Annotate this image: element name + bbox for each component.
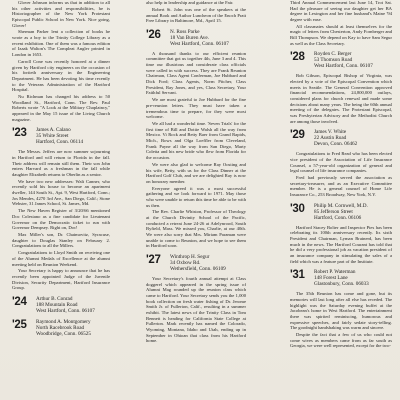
- secretary-city: Glastonbury, Conn. 06033: [314, 281, 369, 288]
- paragraph: All classmates should at least themselves for the magic of letters from Chesterton, Andy Fornberger and Bill Thompson. We depend on Kay to have Sam Segur as well as the Class Secretary.: [290, 23, 392, 46]
- paragraph: Everyone agreed it was a most successful gathering and we look forward to 1971. May those who were unable to return this time be able to be with us then.: [146, 185, 246, 208]
- class-entry-25: [12, 319, 110, 337]
- secretary-city: West Hartford, Conn. 06107: [314, 63, 373, 70]
- class-entry-23: [12, 127, 110, 145]
- class-year: '27: [146, 254, 161, 267]
- class-secretary-address: [314, 203, 368, 221]
- paragraph: We were also glad to welcome Ray Oosting and his wife, Betty, with us for the Class Dinner at the Hartford Golf Club, and we are delighted Ray is now on honorary member.: [146, 161, 246, 184]
- secretary-name: Philip M. Cornwell, M.D.: [314, 202, 368, 209]
- class-entry-28: [290, 51, 392, 69]
- class-year: '23: [12, 127, 27, 140]
- class-secretary-address: [314, 129, 357, 147]
- paragraph: The Messrs. Jeffers are now summer sojourning in Hartford and will return to Florida in the fall. Their address will remain still them. Their son John enters Harvard as a freshman in the fall while daughter Elizabeth returns to Oberlin as a senior.: [12, 149, 110, 177]
- secretary-city: West Hartford, Conn. 06107: [170, 40, 229, 47]
- paragraph: Robert St. John was one of the speakers at the annual Book and Author Luncheon of the Enoch Pratt Free Library in Baltimore, Md., April 15.: [146, 6, 246, 24]
- class-year: '29: [290, 129, 305, 142]
- class-entry-30: [290, 203, 392, 221]
- secretary-name: Arthur B. Conrad: [36, 296, 73, 303]
- paragraph: The Rev. Charlie Whiston, Professor of Theology at the Church Divinity School of the Pacific, conducted a retreat June 24-26 at Adelynrood, South Byfield, Mass. We missed you, Charlie, at our 40th. We were also sorry that Mrs. Miriam Paraman were unable to come to Reunion, and we hope to see them in Hartford soon.: [146, 209, 246, 249]
- class-entry-29: [290, 129, 392, 147]
- paragraph: Fred had previously served the association as secretary-treasurer, and as an Executive Committee member. He is a general counsel of Home Life Insurance Co., 253 Broadway, New York, N.Y.: [290, 175, 392, 198]
- secretary-city: West Hartford, Conn. 06107: [36, 308, 95, 315]
- class-entry-31: [290, 269, 392, 287]
- secretary-name: N. Ross Parke: [170, 28, 200, 35]
- paragraph: Third Annual Commencement last June 14, Trot Sat. Had the pleasure of seeing our daughter get her BA degree in Lexington and her fine husband's Maine '94 degree with ease.: [290, 0, 392, 22]
- paragraph: Bob Gibson, Episcopal Bishop of Virginia, was elected by a vote of the Episcopal Convention which meets in Seattle. The General Convention approved financial recommendations, 24,800,000 outlays, considered plans for church renewal and made some decisions about many years. The being the 60th annual meeting of the delegates. The Protestant Episcopal, was Presbyterian Advisory and the Methodist Church are among those involved.: [290, 73, 392, 124]
- secretary-city: Devon, Conn. 06462: [314, 141, 358, 148]
- paragraph: Your Secretary is happy to announce that he has recently been appointed Judge of the Juvenile Division, Security Department, Hartford Insurance Group.: [12, 268, 110, 291]
- paragraph: We have two new addresses: Walt Canner, who recently sold his house to become an apartment dweller, 144 South St., Apt. 9, West Hartford, Conn.; Jos Mendes, 4270 3rd Ave., San Diego, Calif.; Stone Webster, 31 James School, St. James, Md.: [12, 178, 110, 207]
- right-column: [290, 0, 392, 400]
- paragraph: We all had a wonderful time. 'Seven Trials' for the first time of Bill and Dottie Walsh all the way from Mexico. Vi Rock and Betty Baer from Grand Rapids, Mich., Bows and Olga Loeffler from Cleveland, Frank Payne all the way from San Diego, Marty Coletta and his new bride who flew from Florida for the occasion.: [146, 121, 246, 160]
- secretary-street: 85 Jefferson Street: [314, 208, 353, 215]
- secretary-street: 18 Van Buren Ave.: [170, 34, 209, 41]
- secretary-name: Robert P. Waterman: [314, 269, 356, 276]
- paragraph: A thousand thanks to our efficient reunion committee that got us together 4th, June 3 and 4. This time our illustrious and considerate class officials were called in with success. They are Frank Reunion Chairman, Class Agent Conferman, Joe Hubbard and Dick Ford; Class Agents, Norm Pitcher, Class President, Ray Jones, and yes, Class Secretary, Your Faithful Servant.: [146, 50, 246, 96]
- paragraph: Nu Richman has changed his address to 50 Woodland St., Hartford, Conn. The Rev. Paul Roberts wrote "A Look at the Military Chaplaincy," appeared in the May 15 issue of the Living Church magazine.: [12, 94, 110, 122]
- secretary-name: Royden C. Berger: [314, 51, 352, 58]
- secretary-city: Hartford, Conn. 06114: [36, 139, 84, 146]
- class-secretary-address: [36, 296, 95, 314]
- class-year: '30: [290, 202, 305, 215]
- middle-column: [146, 0, 246, 400]
- class-year: '24: [12, 296, 27, 309]
- secretary-name: James A. Calano: [36, 127, 71, 134]
- secretary-street: North Racebrook Road: [36, 325, 85, 332]
- secretary-name: Winthrop H. Segur: [170, 254, 210, 261]
- paragraph: The New Haven Register of 3/20/66 mentioned Doc Colestano as a fine candidate for Lieutenant Governor on the Democratic ticket to run with Governor Dempsey. Right on, Doc!: [12, 208, 110, 231]
- secretary-street: 188 Mountain Road: [36, 302, 78, 309]
- class-entry-27: [146, 254, 246, 272]
- paragraph: Congratulations to Fred Read who has been elected vice president of the Association of Life Insurance Counsel, a 57-year-old organization of general and legal counsel of life insurance companies.: [290, 151, 392, 174]
- class-year: '31: [290, 269, 305, 282]
- class-year: '28: [290, 51, 305, 64]
- class-secretary-address: [314, 51, 373, 69]
- secretary-city: Wethersfield, Conn. 06109: [170, 266, 226, 273]
- paragraph: We are most grateful to Joe Hubbard for the fine pre-reunion letters. They must have taken a tremendous time to prepare, for they were most welcome.: [146, 97, 246, 120]
- secretary-street: 148 Forest Lane: [314, 275, 348, 282]
- paragraph: also help in leadership and guidance at the Fair.: [146, 0, 234, 5]
- class-secretary-address: [314, 269, 369, 287]
- paragraph: Glover Johnson informs us that in addition to all his other activities and responsibilities, he is Historiographer of the New York Protestant Episcopal Public School in New York. Nice going, Glover!: [12, 0, 110, 28]
- paragraph: Sherman Parker lent a collection of books he wrote as a boy to the Trinity College Library as a recent exhibition. One of them was a famous edition of Izaak Walton's The Compleat Angler printed in London in 1653.: [12, 29, 110, 58]
- secretary-name: James V. White: [314, 129, 347, 136]
- class-secretary-address: [36, 319, 91, 337]
- paragraph: The 35th Reunion has come and gone, but its memories will last long after all else has receded. The highlight was the Saturday evening buffet at the Jacobean's home in West Hartford. The entertainment there was spirited reminiscing, humorous and expressive speeches, and fairly sedate story-telling. The goodnight handshaking was warm and sincere.: [290, 291, 392, 331]
- paragraph: Your Secretary's fourth annual attempt at Class doggerel which appeared in the spring issue of Alumni Mag rounded up the reunion class which came to Hartford. Your Secretary sends you the 1,000 book collection on fresh water fishing of Dr. Jerome Smith Jr. of Fullerton, Calif., resulting in a summer exhibit. The latest news of the Trinity Class in Tom Bennett is heading for California State College at Fullerton. Mark recently has named the Colorado, Wyoming, Montana, Idaho and Utah, ending up in September in Ohioan that class from his Hartford home.: [146, 276, 246, 344]
- class-secretary-address: [36, 127, 83, 145]
- paragraph: Congratulations to Lloyd Smith on receiving one of the Alumni Medals of Excellence at the alumni meeting held on Reunion Weekend.: [12, 250, 110, 267]
- paragraph: Hartford Stacey Bolter and Inspector Pies has been celebrating its 100th anniversary recently. Its sixth President and Chairman, Lyman Brainerd, has been much in the news. The Hartford Courant has told that he did a very professional job as vacation president of an insurance company in stimulating the sales of a field which was a feature part of the Institute.: [290, 224, 392, 264]
- secretary-street: 22 Austin Road: [314, 135, 347, 142]
- paragraph: Carroll Cone was recently honored at a dinner given by Hartford city engineers on the occasion of his fortieth anniversary in the Engineering Department. He has been devoting his time recently to the Veterans Administration of the Hartford Hospital.: [12, 58, 110, 93]
- class-entry-26: [146, 29, 246, 47]
- secretary-name: Raymond A. Montgomery: [36, 319, 91, 326]
- paragraph: Max Miller's son, Dr. Chaimovitz, Syracuse, daughter to Douglas Stanley on February 2. Congratulations to all the Millers.: [12, 232, 110, 249]
- secretary-street: 35 White Street: [36, 133, 69, 140]
- class-secretary-address: [170, 29, 229, 47]
- secretary-street: 34 Oxbow Rd.: [170, 260, 201, 267]
- paragraph: Despite the fact that a few of us who could not come wives as members came from as far south as Georgia, we were well represented, except for the two-: [290, 332, 392, 349]
- secretary-city: Hartford, Conn. 06106: [314, 214, 362, 221]
- secretary-street: 53 Thomson Road: [314, 57, 353, 64]
- class-year: '26: [146, 28, 161, 41]
- left-column: [12, 0, 110, 400]
- class-year: '25: [12, 319, 27, 332]
- class-entry-24: [12, 296, 110, 314]
- class-secretary-address: [170, 254, 226, 272]
- secretary-city: Woodbridge, Conn. 06525: [36, 331, 91, 338]
